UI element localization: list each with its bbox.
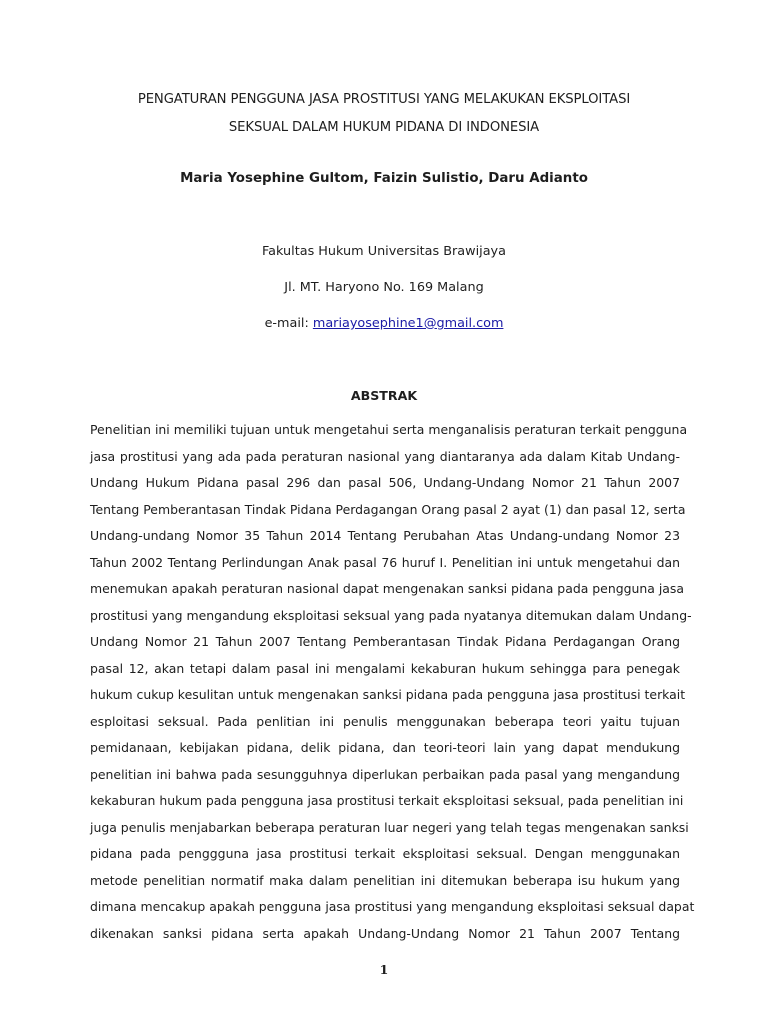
paper-title-line-2: SEKSUAL DALAM HUKUM PIDANA DI INDONESIA xyxy=(228,120,540,135)
email-label: e-mail: xyxy=(264,316,309,331)
paper-authors: Maria Yosephine Gultom, Faizin Sulistio, Daru Adianto xyxy=(180,171,588,186)
abstract-line: pasal 12, akan tetapi dalam pasal ini mengalami kekaburan hukum sehingga para penegak xyxy=(90,660,680,676)
abstract-line: pemidanaan, kebijakan pidana, delik pidana, dan teori-teori lain yang dapat mendukung xyxy=(90,740,680,755)
abstract-line: prostitusi yang mengandung eksploitasi seksual yang pada nyatanya ditemukan dalam Undang- xyxy=(90,607,692,623)
author-affiliation: Fakultas Hukum Universitas Brawijaya xyxy=(262,244,506,259)
abstract-line: pidana pada penggguna jasa prostitusi terkait eksploitasi seksual. Dengan menggunakan xyxy=(90,846,680,861)
abstract-line: Tahun 2002 Tentang Perlindungan Anak pasal 76 huruf I. Penelitian ini untuk mengetahui dan xyxy=(90,554,680,570)
abstract-line: metode penelitian normatif maka dalam penelitian ini ditemukan beberapa isu hukum yang xyxy=(90,872,680,888)
email-link[interactable]: mariayosephine1@gmail.com xyxy=(312,316,504,331)
page-number: 1 xyxy=(379,962,389,977)
abstract-line: dimana mencakup apakah pengguna jasa prostitusi yang mengandung eksploitasi seksual dapat xyxy=(90,899,695,914)
author-address: Jl. MT. Haryono No. 169 Malang xyxy=(284,280,484,295)
abstract-line: juga penulis menjabarkan beberapa peraturan luar negeri yang telah tegas mengenakan sanksi xyxy=(90,819,689,835)
abstract-line: Undang Hukum Pidana pasal 296 dan pasal 506, Undang-Undang Nomor 21 Tahun 2007 xyxy=(90,475,680,490)
abstract-line: Penelitian ini memiliki tujuan untuk mengetahui serta menganalisis peraturan terkait pengguna xyxy=(90,422,688,437)
author-email-line xyxy=(0,316,768,331)
abstract-line: hukum cukup kesulitan untuk mengenakan sanksi pidana pada pengguna jasa prostitusi terkait xyxy=(90,687,686,702)
abstract-line: penelitian ini bahwa pada sesungguhnya diperlukan perbaikan pada pasal yang mengandung xyxy=(90,766,680,782)
abstract-line: kekaburan hukum pada pengguna jasa prostitusi terkait eksploitasi seksual, pada penelitian ini xyxy=(90,793,684,808)
abstract-line: Tentang Pemberantasan Tindak Pidana Perdagangan Orang pasal 2 ayat (1) dan pasal 12, serta xyxy=(90,501,686,517)
abstract-line: Undang-undang Nomor 35 Tahun 2014 Tentang Perubahan Atas Undang-undang Nomor 23 xyxy=(90,528,680,543)
paper-title-line-1: PENGATURAN PENGGUNA JASA PROSTITUSI YANG MELAKUKAN EKSPLOITASI xyxy=(137,92,631,107)
abstract-line: esploitasi seksual. Pada penlitian ini penulis menggunakan beberapa teori yaitu tujuan xyxy=(90,713,680,729)
abstract-line: dikenakan sanksi pidana serta apakah Undang-Undang Nomor 21 Tahun 2007 Tentang xyxy=(90,925,680,941)
abstract-line: menemukan apakah peraturan nasional dapat mengenakan sanksi pidana pada pengguna jasa xyxy=(90,581,685,596)
abstract-line: Undang Nomor 21 Tahun 2007 Tentang Pemberantasan Tindak Pidana Perdagangan Orang xyxy=(90,634,680,649)
abstract-line: jasa prostitusi yang ada pada peraturan nasional yang diantaranya ada dalam Kitab Undang- xyxy=(90,448,680,464)
abstract-heading: ABSTRAK xyxy=(350,388,418,403)
